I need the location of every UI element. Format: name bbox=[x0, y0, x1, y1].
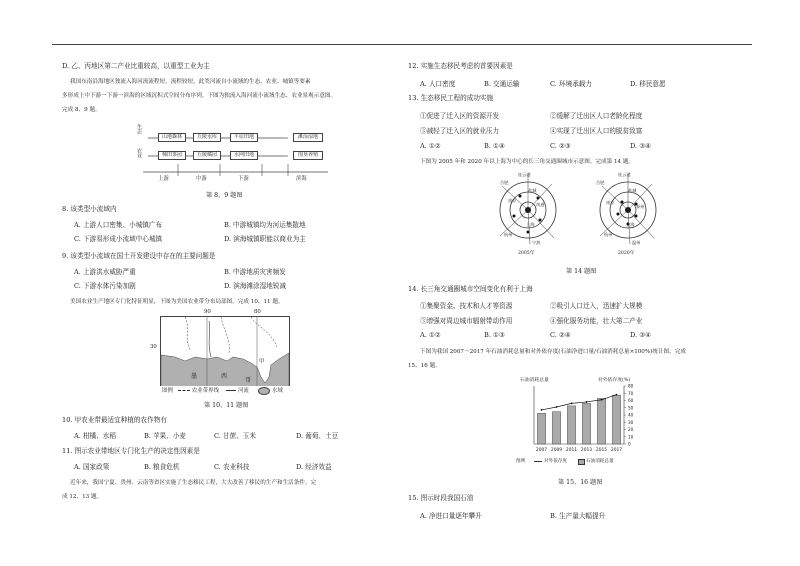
dependency-point bbox=[571, 403, 573, 405]
fig14-year-label: 2005年 bbox=[518, 251, 535, 256]
fig14-city-label: 杭州 bbox=[604, 232, 613, 237]
q11-option-a: A. 国家政策 bbox=[74, 463, 110, 471]
fig14-city-label: 连云港 bbox=[518, 172, 531, 177]
x-tick-label: 2011 bbox=[565, 448, 578, 453]
fig89-diagram bbox=[136, 124, 338, 184]
dependency-point bbox=[556, 406, 558, 408]
q14-statement-2: ②吸引人口迁入，迅速扩大规模 bbox=[550, 302, 643, 310]
right-tick-label: 40 bbox=[628, 412, 634, 418]
right-tick-label: 0 bbox=[628, 441, 631, 447]
fig14-city-label: 合肥 bbox=[500, 180, 509, 185]
fig89-row1-box: 丘陵水库 bbox=[193, 133, 221, 142]
oil-consumption-bar bbox=[582, 403, 590, 444]
q12-stem: 12. 实施生态移民考虑的首要因素是 bbox=[408, 62, 513, 70]
oil-consumption-bar bbox=[537, 413, 545, 444]
fig89-zone: 上游 bbox=[158, 176, 169, 182]
map-label-jia: 甲 bbox=[259, 359, 265, 365]
fig14-caption: 第 14 题图 bbox=[566, 268, 597, 275]
fig89-row2-box: 围垦养殖 bbox=[293, 151, 323, 160]
q8-option-c: C. 下游易形成小流域中心城镇 bbox=[74, 235, 163, 243]
water-body-icon bbox=[258, 387, 270, 395]
q15-option-a: A. 净进口量逐年攀升 bbox=[420, 512, 482, 520]
intro-8-9-line1: 我国东南沿海地区独流入海河流流程短，流程较短，此类河流自小流域的生态、农业、城镇等要素 bbox=[70, 79, 311, 85]
q15-option-b: B. 生产量大幅提升 bbox=[550, 512, 606, 520]
q9-stem: 9. 该类型小流域在国土开发建设中存在的主要问题是 bbox=[62, 252, 216, 260]
map-label-ge: 哥 bbox=[245, 377, 252, 384]
q12-option-a: A. 人口密度 bbox=[420, 80, 456, 88]
fig14-city-label: 南通 bbox=[536, 202, 545, 207]
x-tick-label: 2015 bbox=[595, 448, 608, 453]
q8-stem: 8. 该类型小流域内 bbox=[62, 205, 117, 213]
bar-legend-icon bbox=[578, 459, 585, 465]
fig89-row1-box: 山地森林 bbox=[158, 133, 186, 142]
q10-option-d: D. 葡萄、土豆 bbox=[296, 432, 339, 440]
q13-option-d: D. ③④ bbox=[630, 142, 652, 150]
right-tick-label: 20 bbox=[628, 427, 634, 432]
intro-15-16-line1: 下图为我国 2007～2017 年石油消耗总量和对外依存度(石油净进口量/石油消耗总量×100%)统计图。完成 bbox=[420, 349, 686, 355]
fig14-city-label: 温州 bbox=[632, 240, 641, 245]
oil-consumption-bar bbox=[612, 395, 620, 444]
chart-caption: 第 15、16 题图 bbox=[558, 479, 603, 486]
chart-legend-title: 图例 bbox=[516, 459, 526, 464]
q11-option-d: D. 经济效益 bbox=[296, 463, 332, 471]
q13-option-b: B. ①④ bbox=[484, 142, 505, 150]
q12-option-c: C. 环境承载力 bbox=[550, 80, 592, 88]
map-legend-item: 农业带界线 bbox=[192, 388, 219, 394]
line-legend-icon bbox=[534, 461, 542, 462]
q14-option-a: A. ①② bbox=[420, 331, 441, 339]
chart-left-axis-label: 石油消耗总量 bbox=[520, 378, 549, 383]
q13-statement-1: ①促进了迁入区的资源开发 bbox=[420, 112, 500, 120]
q12-option-b: B. 交通运输 bbox=[484, 80, 520, 88]
q14-option-d: D. ③④ bbox=[630, 331, 652, 339]
q9-option-d: D. 滨海滩涂湿地锐减 bbox=[224, 282, 286, 290]
fig89-side-top: 生态 bbox=[136, 124, 142, 134]
q15-stem: 15. 图示时段我国石油 bbox=[408, 494, 474, 502]
right-tick-label: 10 bbox=[628, 434, 634, 440]
q13-statement-3: ③减轻了迁入区的就业压力 bbox=[420, 127, 500, 135]
header-rule bbox=[52, 44, 752, 45]
q8-option-b: B. 中游城镇均为河运集散地 bbox=[224, 221, 306, 229]
fig89-caption: 第 8、9 题图 bbox=[206, 192, 243, 199]
dependency-point bbox=[616, 394, 618, 396]
fig14-city-label: 南京 bbox=[606, 200, 615, 205]
right-tick-label: 30 bbox=[628, 419, 634, 425]
q9-option-b: B. 中游地质灾害频发 bbox=[224, 268, 286, 276]
intro-8-9-line3: 完成 8、9 题。 bbox=[62, 107, 101, 113]
fig89-row2-box: 梯田茶园 bbox=[158, 151, 186, 160]
us-ag-map bbox=[160, 316, 290, 392]
right-tick-label: 70 bbox=[628, 390, 634, 396]
oil-chart-svg bbox=[516, 382, 646, 464]
q14-option-c: C. ②④ bbox=[550, 331, 571, 339]
map-lon-90: 90 bbox=[204, 309, 211, 315]
q13-statement-4: ④实现了迁出区人口的脱贫致富 bbox=[550, 127, 643, 135]
q10-option-a: A. 柑橘、水稻 bbox=[74, 432, 116, 440]
oil-consumption-bar bbox=[597, 398, 605, 444]
map-caption: 第 10、11 题图 bbox=[204, 402, 249, 409]
x-tick-label: 2009 bbox=[550, 448, 563, 453]
q11-stem: 11. 图示农业带地区专门化生产的决定性因素是 bbox=[62, 447, 200, 455]
fig14-city-label: 连云港 bbox=[618, 172, 631, 177]
intro-12-13-line1: 近年来，我国宁夏、贵州、云南等省区实施了生态移民工程，大大改善了移民的生产和生活条件。完 bbox=[70, 480, 317, 486]
boundary-line-icon bbox=[178, 390, 190, 391]
q7-option-d: D. 乙、丙地区第二产业比重较高，以重型工业为主 bbox=[62, 62, 210, 70]
intro-15-16-line2: 15、16 题。 bbox=[408, 363, 441, 369]
q9-option-c: C. 下游水体污染加剧 bbox=[74, 282, 136, 290]
q10-option-b: B. 苹果、小麦 bbox=[144, 432, 187, 440]
oil-chart bbox=[516, 376, 646, 466]
q14-statement-1: ①集聚资金、技术和人才等资源 bbox=[420, 302, 513, 310]
fig14-city-label: 南京 bbox=[508, 198, 517, 203]
fig89-zone: 中游 bbox=[196, 176, 207, 182]
map-label-gulf: 西 bbox=[221, 373, 228, 380]
x-tick-label: 2013 bbox=[580, 448, 593, 453]
q14-stem: 14. 长三角交通圈城市空间变化有利于上海 bbox=[408, 285, 533, 293]
right-tick-label: 60 bbox=[628, 398, 634, 403]
q10-stem: 10. 甲农业带最适宜种植的农作物有 bbox=[62, 416, 167, 424]
dependency-point bbox=[601, 399, 603, 401]
fig14-city-label: 上海 bbox=[526, 222, 535, 227]
fig14-city-label: 盐城 bbox=[528, 188, 537, 193]
fig89-row1-box: 滩涂湿地 bbox=[293, 133, 323, 142]
map-legend-item: 河流 bbox=[238, 388, 249, 394]
fig89-row2-box: 水网田地 bbox=[230, 151, 258, 160]
fig89-row2-box: 丘陵橘园 bbox=[193, 151, 221, 160]
x-tick-label: 2017 bbox=[610, 448, 623, 453]
intro-14: 下图为 2005 年和 2020 年以上海为中心的长三角交通圈城市示意图。完成第 14 题。 bbox=[420, 159, 635, 165]
map-lat-30: 30 bbox=[150, 344, 157, 350]
right-tick-label: 80 bbox=[628, 383, 634, 389]
fig14-city-label: 宁波 bbox=[532, 240, 541, 245]
q13-option-a: A. ①② bbox=[420, 142, 441, 150]
fig89-row1-box: 平原田地 bbox=[230, 133, 258, 142]
fig89-zone: 滨海 bbox=[296, 176, 307, 182]
dependency-point bbox=[541, 409, 543, 411]
fig14-city-label: 盐城 bbox=[628, 188, 637, 193]
q10-option-c: C. 甘蔗、玉米 bbox=[214, 432, 256, 440]
fig14-city-label: 上海 bbox=[626, 222, 635, 227]
fig14-city-label: 杭州 bbox=[504, 232, 513, 237]
q8-option-d: D. 滨海城镇职能以商业为主 bbox=[224, 235, 306, 243]
fig14-city-label: 泰州 bbox=[636, 204, 645, 209]
fig89-side-bottom: 农业 bbox=[136, 148, 142, 158]
fig14-year-label: 2020年 bbox=[618, 251, 635, 256]
q13-stem: 13. 生态移民工程的成功实施 bbox=[408, 94, 494, 102]
right-tick-label: 50 bbox=[628, 405, 634, 411]
chart-legend-line: 对外依存度 bbox=[544, 459, 567, 464]
intro-10-11: 美国农业生产地区专门化特征明显，下图为美国农业带分布局部图。完成 10、11 题。 bbox=[70, 299, 284, 305]
chart-legend-bar: 石油消耗总量 bbox=[586, 459, 614, 464]
map-legend-item: 水域 bbox=[272, 388, 283, 394]
map-legend bbox=[160, 386, 290, 394]
map-lon-80: 80 bbox=[254, 309, 261, 315]
q11-option-b: B. 粮食危机 bbox=[144, 463, 180, 471]
q8-option-a: A. 上游人口密集、小城镇广布 bbox=[74, 221, 163, 229]
fig14-city-label: 合肥 bbox=[596, 180, 605, 185]
q14-option-b: B. ①③ bbox=[484, 331, 505, 339]
fig89-zone: 下游 bbox=[238, 176, 249, 182]
dependency-point bbox=[586, 401, 588, 403]
oil-consumption-bar bbox=[567, 406, 575, 444]
intro-8-9-line2: 多形成上中下游一下游一滨海的区域沉积式空间分布序列。下图为独流入海河流小流域生态、农业景观示意图。 bbox=[62, 93, 337, 99]
q12-option-d: D. 移民意愿 bbox=[630, 80, 666, 88]
map-legend-title: 图例 bbox=[162, 388, 173, 394]
intro-12-13-line2: 成 12、13 题。 bbox=[62, 494, 103, 500]
q13-statement-2: ②缓解了迁出区人口老龄化程度 bbox=[550, 112, 643, 120]
oil-consumption-bar bbox=[552, 412, 560, 444]
q11-option-c: C. 农业科技 bbox=[214, 463, 250, 471]
q13-option-c: C. ②③ bbox=[550, 142, 571, 150]
q9-option-a: A. 上游洪水威胁严重 bbox=[74, 268, 136, 276]
q14-statement-3: ③增强对周边城市辐射带动作用 bbox=[420, 317, 513, 325]
map-label-mexico: 墨 bbox=[191, 373, 198, 380]
chart-right-axis-label: 对外依存度(%) bbox=[598, 378, 631, 383]
river-line-icon bbox=[226, 390, 236, 391]
q14-statement-4: ④强化服务功能，壮大第二产业 bbox=[550, 317, 643, 325]
x-tick-label: 2007 bbox=[535, 448, 548, 453]
